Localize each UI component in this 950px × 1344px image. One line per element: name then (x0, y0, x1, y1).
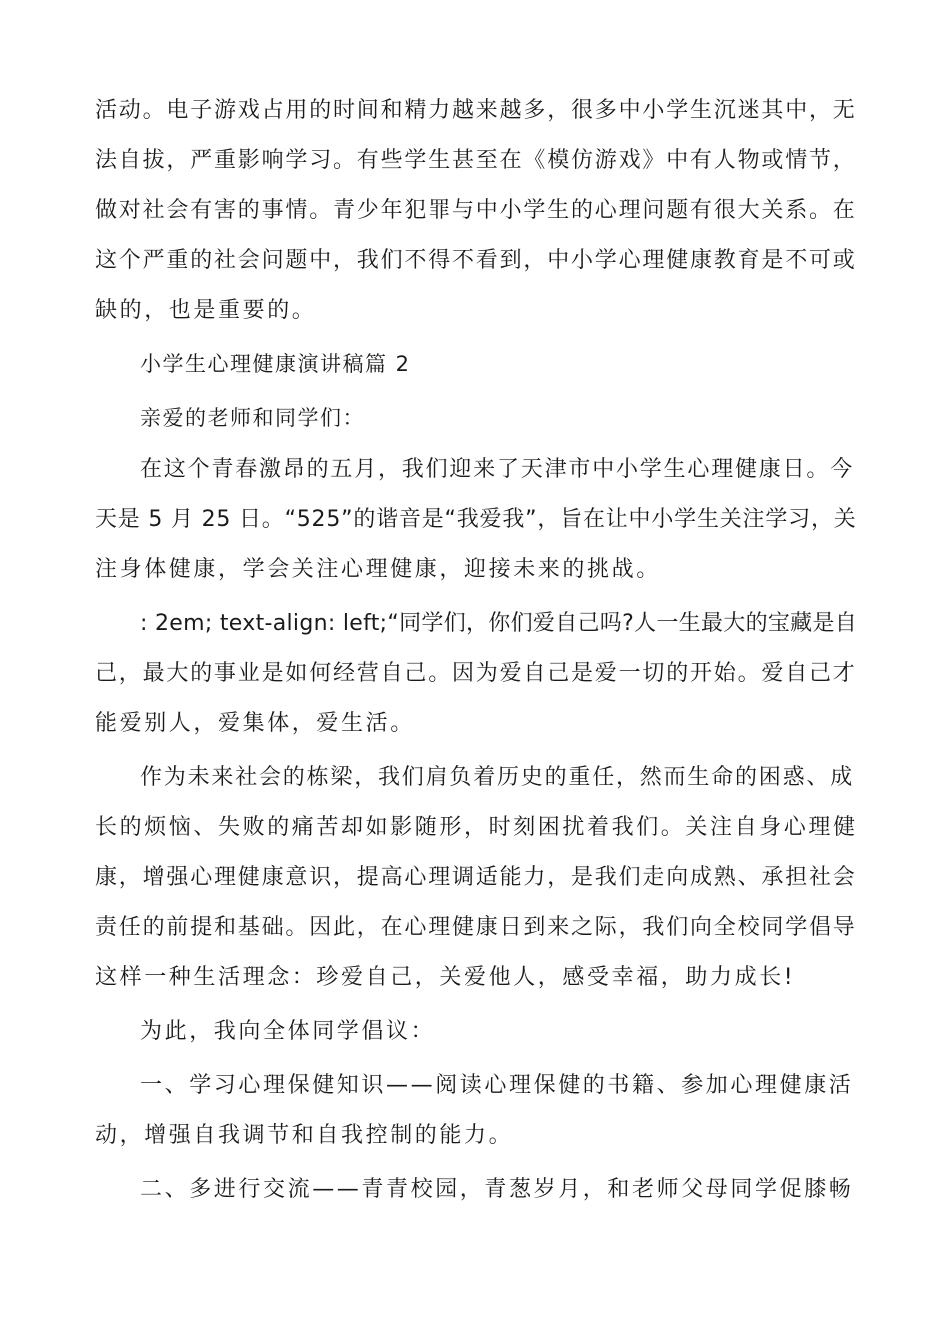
paragraph-line: 这个严重的社会问题中，我们不得不看到，中小学心理健康教育是不可或 (95, 248, 857, 273)
paragraph-line: 在这个青春激昂的五月，我们迎来了天津市中小学生心理健康日。今 (140, 457, 855, 482)
paragraph-line: 活动。电子游戏占用的时间和精力越来越多，很多中小学生沉迷其中，无 (95, 98, 857, 123)
paragraph-line: 作为未来社会的栋梁，我们肩负着历史的重任，然而生命的困惑、成 (140, 765, 855, 790)
salutation: 亲爱的老师和同学们： (140, 406, 365, 430)
paragraph-line: 能爱别人，爱集体，爱生活。 (95, 711, 415, 736)
paragraph-line: 缺的，也是重要的。 (95, 298, 317, 323)
paragraph-line: 一、学习心理保健知识——阅读心理保健的书籍、参加心理健康活 (140, 1073, 854, 1098)
paragraph-line: 责任的前提和基础。因此，在心理健康日到来之际，我们向全校同学倡导 (95, 915, 857, 940)
paragraph-line: 二、多进行交流——青青校园，青葱岁月，和老师父母同学促膝畅 (140, 1177, 854, 1202)
section-title: 小学生心理健康演讲稿篇 2 (140, 352, 411, 376)
paragraph-line: 注身体健康，学会关注心理健康，迎接未来的挑战。 (95, 557, 661, 582)
paragraph-line: 长的烦恼、失败的痛苦却如影随形，时刻困扰着我们。关注自身心理健 (95, 815, 858, 840)
paragraph-line: 做对社会有害的事情。青少年犯罪与中小学生的心理问题有很大关系。在 (95, 198, 857, 223)
paragraph-line: : 2em; text-align: left;“同学们，你们爱自己吗?人一生最大的宝藏是自 (140, 611, 858, 636)
paragraph-line: 为此，我向全体同学倡议： (140, 1019, 436, 1044)
paragraph-line: 己，最大的事业是如何经营自己。因为爱自己是爱一切的开始。爱自己才 (95, 661, 857, 686)
paragraph-line: 法自拔，严重影响学习。有些学生甚至在《模仿游戏》中有人物或情节， (95, 148, 857, 173)
paragraph-line: 动，增强自我调节和自我控制的能力。 (95, 1123, 514, 1148)
paragraph-line: 天是 5 月 25 日。“525”的谐音是“我爱我”，旨在让中小学生关注学习，关 (95, 507, 857, 532)
paragraph-line: 康，增强心理健康意识，提高心理调适能力，是我们走向成熟、承担社会 (95, 865, 857, 890)
paragraph-line: 这样一种生活理念：珍爱自己，关爱他人，感受幸福，助力成长! (95, 965, 796, 990)
